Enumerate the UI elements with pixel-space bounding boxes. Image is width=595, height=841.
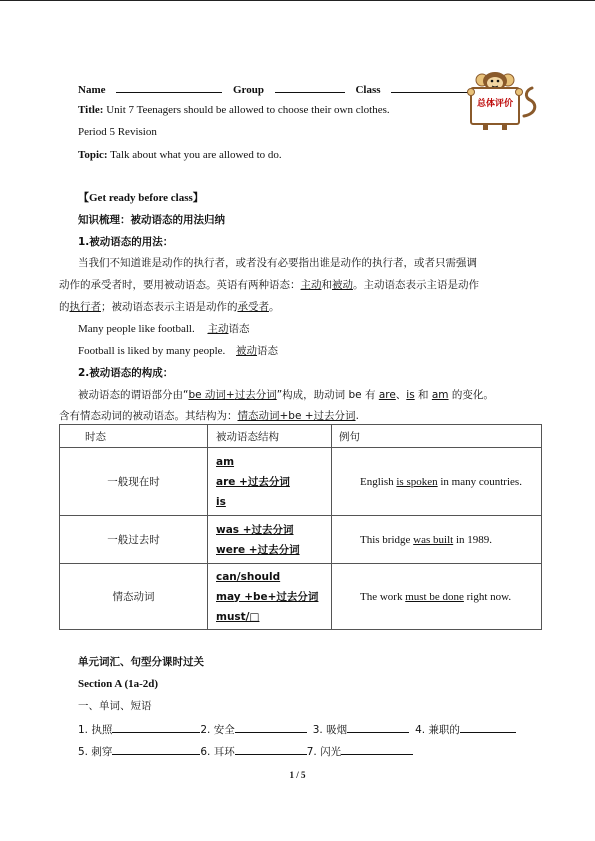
header-tense: 时态 [60, 425, 208, 448]
para2-b: ”构成，助动词 be 有 [276, 389, 379, 401]
example-1-en: Many people like football. [78, 323, 195, 335]
vocab-row-1 [78, 721, 516, 737]
example-1-tag-rest: 语态 [228, 323, 250, 335]
group-label: Group [233, 84, 264, 96]
para1-line2 [59, 278, 479, 292]
group-blank[interactable] [275, 81, 345, 93]
answer-blank[interactable] [112, 743, 200, 755]
stamp-text: 总体评价 [476, 99, 513, 109]
para1-line2a: 动作的承受者时，要用被动语态。英语有两种语态： [59, 279, 301, 291]
past-participle: 过去分词 [234, 389, 277, 401]
vocab-item: 2. 安全 [200, 724, 235, 736]
example-2-tag-rest: 语态 [257, 345, 279, 357]
am-word: am [431, 389, 449, 401]
example-verb: was built [413, 533, 454, 546]
example-cell [332, 516, 542, 564]
period-line: Period 5 Revision [78, 126, 157, 138]
header-structure: 被动语态结构 [208, 425, 332, 448]
plus-sign: + [225, 389, 235, 401]
class-blank[interactable] [391, 81, 469, 93]
title-text: Unit 7 Teenagers should be allowed to choose their own clothes. [106, 104, 390, 116]
tense-cell: 一般现在时 [60, 448, 208, 516]
para2-line2 [59, 409, 359, 423]
vocab-item: 7. 闪光 [306, 746, 342, 758]
structure-line: was +过去分词 [216, 523, 294, 536]
is-word: is [406, 389, 415, 401]
active-voice: 主动 [300, 279, 322, 291]
header-example: 例句 [332, 425, 542, 448]
example-2-en: Football is liked by many people. [78, 345, 226, 357]
are-word: are [378, 389, 396, 401]
be-verb: be 动词 [188, 389, 226, 401]
title-line [78, 103, 390, 117]
doer-word: 执行者 [69, 301, 101, 313]
name-label: Name [78, 84, 106, 96]
structure-line: may +be+过去分词 [216, 590, 319, 603]
para1-line3c: 。 [269, 301, 280, 313]
answer-blank[interactable] [460, 721, 516, 733]
table-header-row [60, 425, 542, 448]
answer-blank[interactable] [235, 721, 307, 733]
vocab-sub: 一、单词、短语 [78, 700, 152, 712]
structure-line: is [216, 495, 226, 508]
example-cell [332, 448, 542, 516]
and-word-2: 和 [414, 389, 432, 401]
name-row [78, 81, 469, 97]
example-2-tag-u: 被动 [236, 345, 258, 357]
section-heading: 【Get ready before class】 [78, 192, 204, 204]
topic-text: Talk about what you are allowed to do. [110, 149, 282, 161]
answer-blank[interactable] [235, 743, 307, 755]
title-label: Title: [78, 104, 104, 116]
structure-cell [208, 448, 332, 516]
example-pre: English [360, 475, 397, 488]
example-pre: The work [360, 590, 406, 603]
example-pre: This bridge [360, 533, 414, 546]
vocab-item: 4. 兼职的 [415, 724, 460, 736]
tense-cell: 一般过去时 [60, 516, 208, 564]
vocab-item: 5. 刺穿 [78, 746, 113, 758]
table-row [60, 564, 542, 630]
structure-line: must/□ [216, 610, 260, 623]
para1-line2b: 。主动语态表示主语是动作 [353, 279, 479, 291]
example-1 [78, 322, 249, 336]
para2-a: 被动语态的谓语部分由“ [78, 389, 189, 401]
vocab-item: 1. 执照 [78, 724, 113, 736]
class-label: Class [355, 84, 381, 96]
name-blank[interactable] [116, 81, 222, 93]
example-2 [78, 344, 278, 358]
section-a-label: Section A (1a-2d) [78, 678, 159, 690]
para1-line3 [59, 300, 280, 314]
knowledge-title: 知识梳理：被动语态的用法归纳 [78, 214, 225, 226]
page-top-border [0, 0, 595, 1]
example-cell [332, 564, 542, 630]
example-post: right now. [463, 590, 512, 603]
para2-line1 [78, 388, 494, 402]
table-row [60, 448, 542, 516]
separator: 、 [395, 389, 407, 401]
structure-line: were +过去分词 [216, 543, 300, 556]
modal-structure: 情态动词+be +过去分词 [237, 410, 356, 422]
para2-c: 的变化。 [448, 389, 494, 401]
example-post: in 1989. [453, 533, 493, 546]
passive-voice-table [59, 424, 542, 630]
vocab-item: 6. 耳环 [200, 746, 235, 758]
vocab-row-2 [78, 743, 413, 759]
example-1-tag-u: 主动 [207, 323, 229, 335]
structure-heading: 2.被动语态的构成： [78, 367, 174, 379]
answer-blank[interactable] [112, 721, 200, 733]
table-row [60, 516, 542, 564]
receiver-word: 承受者 [237, 301, 269, 313]
answer-blank[interactable] [347, 721, 409, 733]
tense-cell: 情态动词 [60, 564, 208, 630]
answer-blank[interactable] [341, 743, 413, 755]
example-1-tag [207, 323, 249, 335]
topic-line [78, 148, 282, 162]
evaluation-stamp [466, 70, 544, 132]
structure-line: am [216, 455, 235, 468]
structure-line: are +过去分词 [216, 475, 290, 488]
example-verb: must be done [405, 590, 464, 603]
para1-line3a: 的 [59, 301, 70, 313]
and-word: 和 [321, 279, 332, 291]
structure-cell [208, 516, 332, 564]
para2-line2a: 含有情态动词的被动语态。其结构为： [59, 410, 238, 422]
example-post: in many countries. [437, 475, 522, 488]
page-number: 1 / 5 [289, 770, 306, 780]
example-verb: is spoken [396, 475, 438, 488]
vocab-item: 3. 吸烟 [312, 724, 348, 736]
topic-label: Topic: [78, 149, 108, 161]
vocab-heading: 单元词汇、句型分课时过关 [78, 656, 204, 668]
example-2-tag [236, 345, 278, 357]
para1-line3b: ；被动语态表示主语是动作的 [101, 301, 238, 313]
structure-cell [208, 564, 332, 630]
usage-heading: 1.被动语态的用法： [78, 236, 174, 248]
structure-line: can/should [216, 570, 281, 583]
para1-line1: 当我们不知道谁是动作的执行者，或者没有必要指出谁是动作的执行者，或者只需强调 [78, 257, 477, 269]
para2-line2b: . [355, 410, 359, 422]
passive-voice: 被动 [332, 279, 353, 291]
